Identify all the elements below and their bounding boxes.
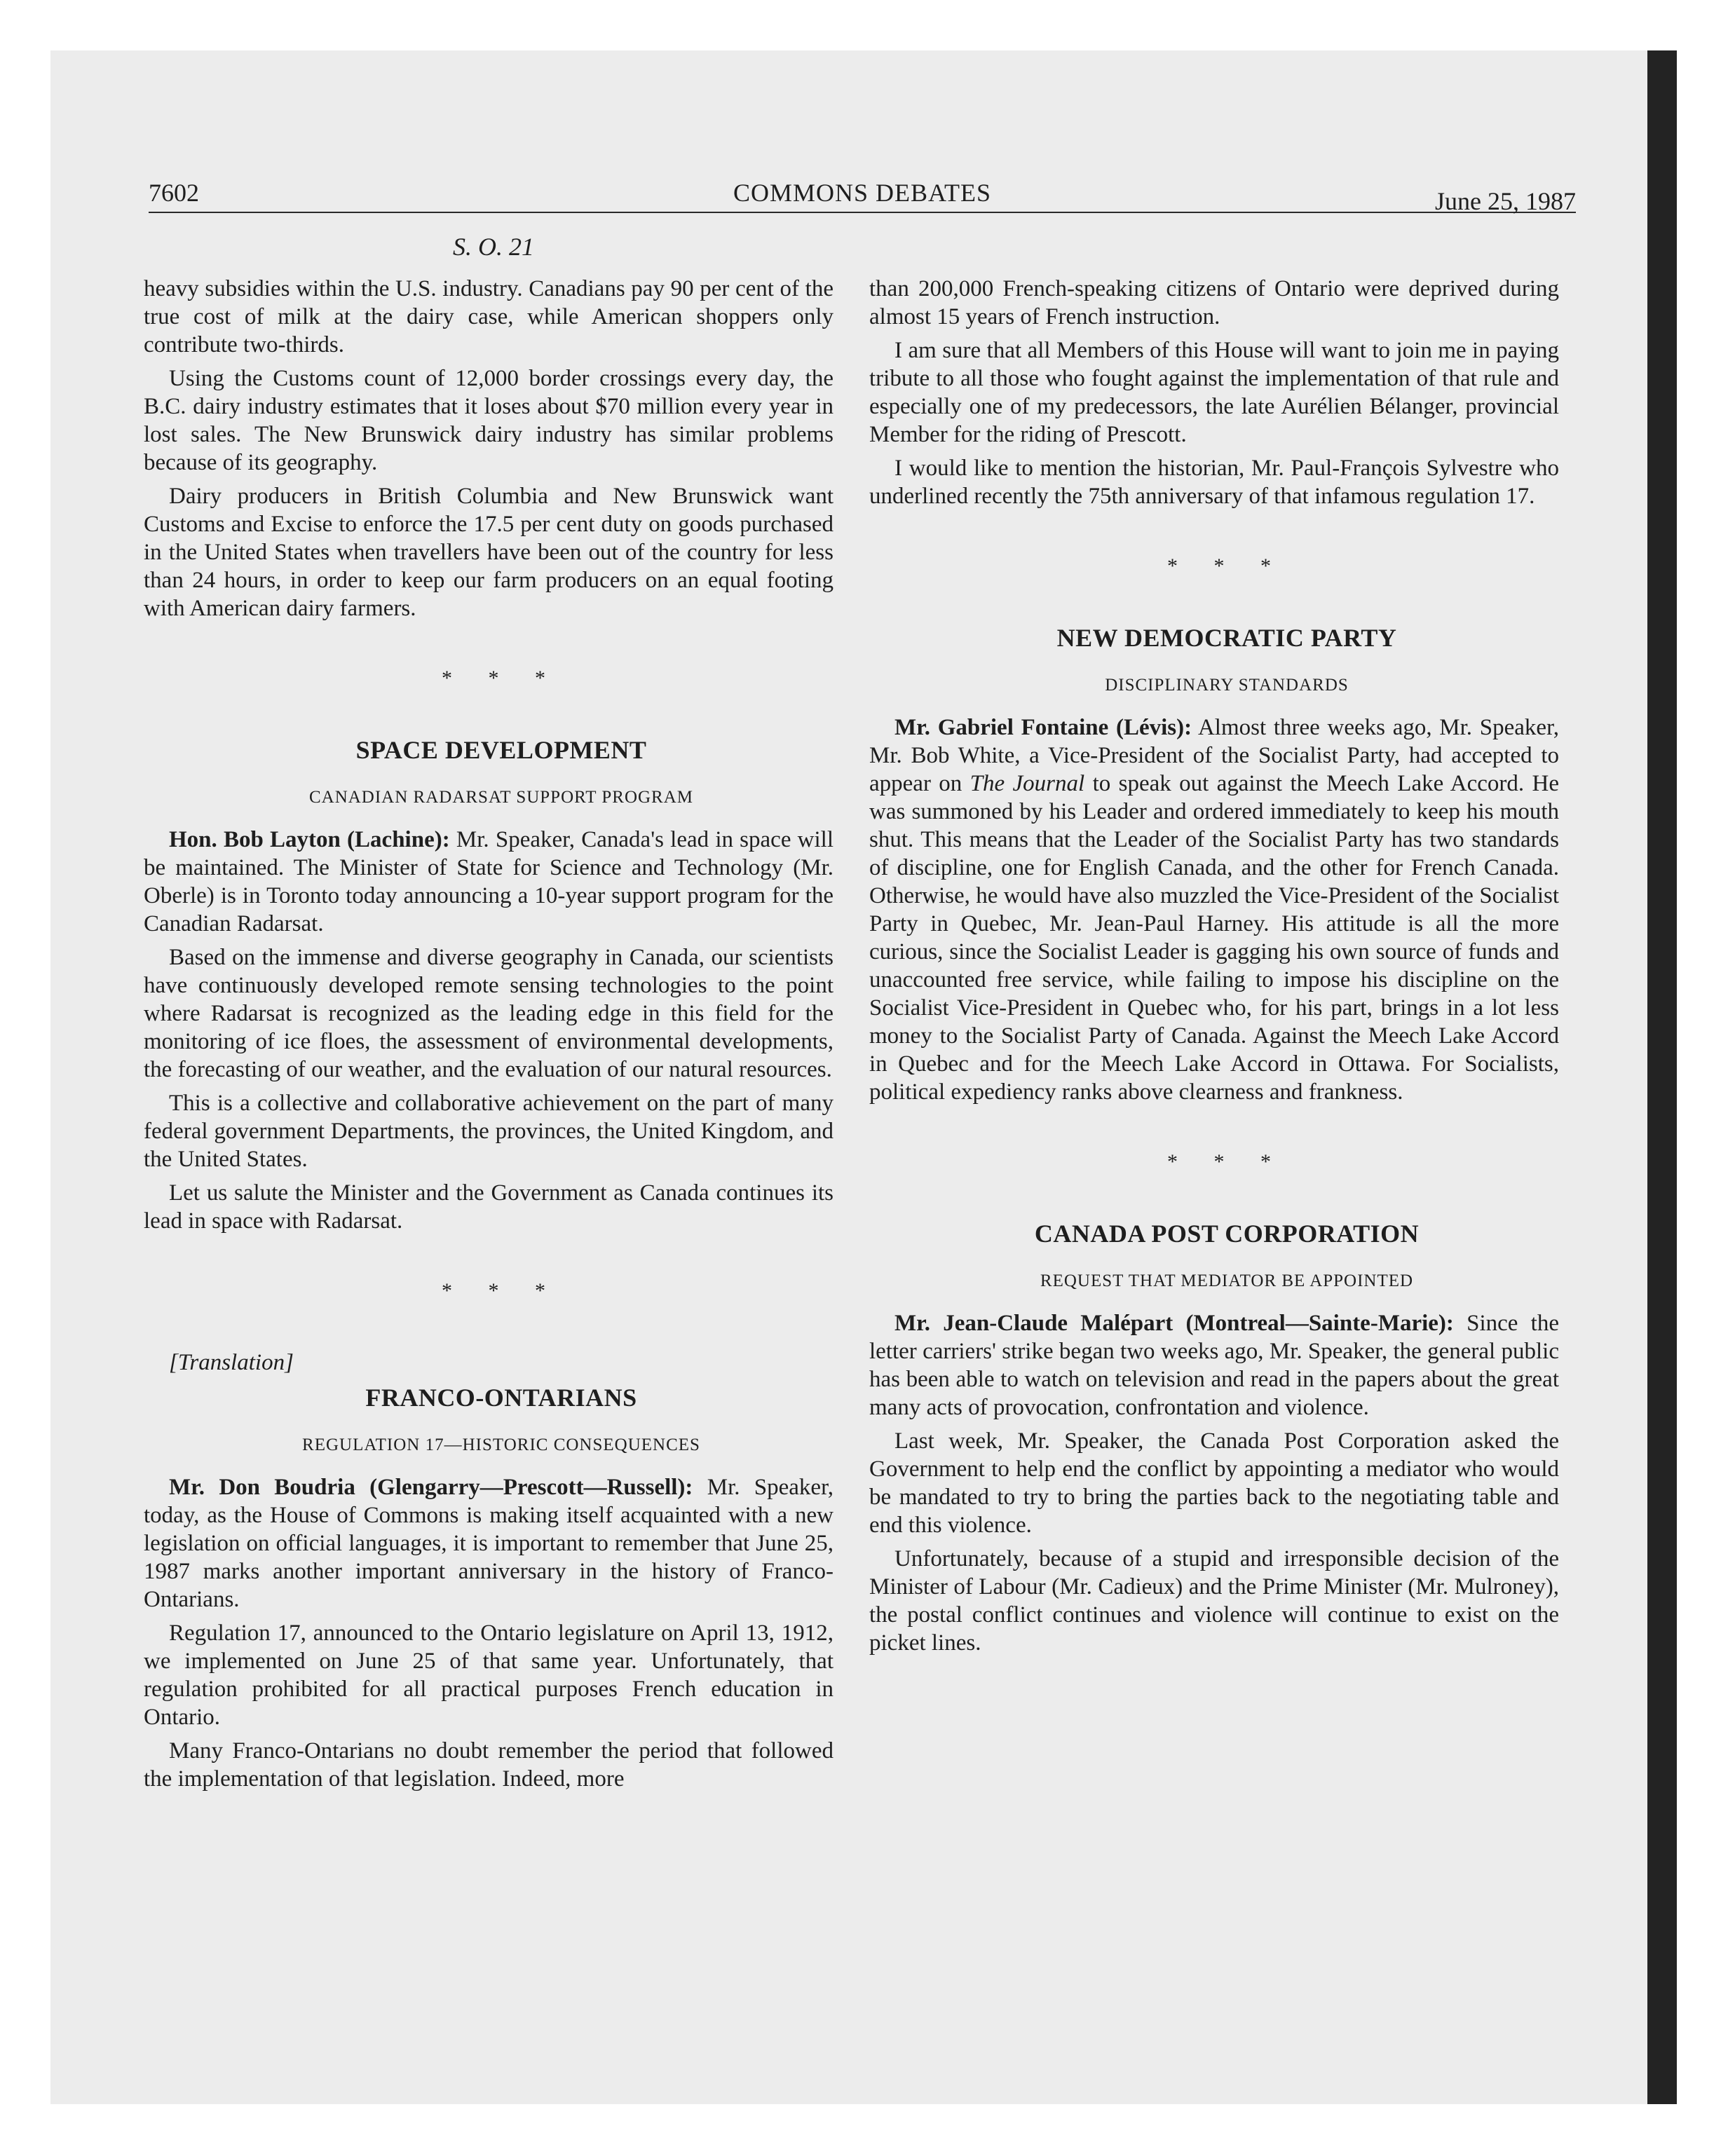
paragraph: than 200,000 French-speaking citizens of Ontario were deprived during almost 15 years of French instruction. xyxy=(869,276,1559,329)
section-subheading: DISCIPLINARY STANDARDS xyxy=(1105,676,1349,695)
speaker-name: Mr. Gabriel Fontaine (Lévis): xyxy=(894,715,1192,740)
paragraph: Regulation 17, announced to the Ontario legislature on April 13, 1912, we implemented on June 25 of that same year. Unfortunately, that regulation prohibited for all practical purposes French education in Ontario. xyxy=(144,1621,834,1730)
speaker-name: Mr. Don Boudria (Glengarry—Prescott—Russell): xyxy=(169,1475,693,1500)
section-subheading: REQUEST THAT MEDIATOR BE APPOINTED xyxy=(1040,1271,1414,1290)
standing-order-label: S. O. 21 xyxy=(453,233,534,261)
paragraph: Unfortunately, because of a stupid and irresponsible decision of the Minister of Labour (Mr. Cadieux) and the Prime Minister (Mr. Mulroney), the postal conflict continues and violence will continue to exist on the picket lines. xyxy=(869,1546,1559,1656)
paragraph: Based on the immense and diverse geography in Canada, our scientists have continuously developed remote sensing technologies to the point where Radarsat is recognized as the leading edge in this field for the monitoring of ice floes, the assessment of environmental developments, the forecasting of our weather, and the evaluation of our natural resources. xyxy=(144,945,834,1082)
paragraph: Mr. Jean-Claude Malépart (Montreal—Sainte-Marie): Since the letter carriers' strike began two weeks ago, Mr. Speaker, the general public has been able to watch on television and read in the papers about the great many acts of provocation, confrontation and violence. xyxy=(869,1311,1559,1420)
paragraph: Hon. Bob Layton (Lachine): Mr. Speaker, Canada's lead in space will be maintained. The Minister of State for Science and Technology (Mr. Oberle) is in Toronto today announcing a 10-year support program for the Canadian Radarsat. xyxy=(144,827,834,936)
section-heading: SPACE DEVELOPMENT xyxy=(355,736,647,764)
paragraph: Mr. Gabriel Fontaine (Lévis): Almost three weeks ago, Mr. Speaker, Mr. Bob White, a Vice-President of the Socialist Party, had accepted to appear on The Journal to speak out against the Meech Lake Accord. He was summoned by his Leader and ordered immediately to keep his mouth shut. This means that the Leader of the Socialist Party has two standards of discipline, one for English Canada, and the other for French Canada. Otherwise, he would have also muzzled the Vice-President of the Socialist Party in Quebec, Mr. Jean-Paul Harney. His attitude is all the more curious, since the Socialist Leader is gagging his own source of funds and unaccounted free service, while failing to impose his discipline on the Socialist Vice-President in Quebec who, for his part, brings in a lot less money to the Socialist Party of Canada. Against the Meech Lake Accord in Quebec and for the Meech Lake Accord in Ottawa. For Socialists, political expediency ranks above clearness and frankness. xyxy=(869,715,1559,1105)
paragraph: Last week, Mr. Speaker, the Canada Post Corporation asked the Government to help end the conflict by appointing a mediator who would be mandated to try to bring the parties back to the negotiating table and end this violence. xyxy=(869,1428,1559,1538)
section-heading: FRANCO-ONTARIANS xyxy=(365,1384,637,1412)
section-separator: * * * xyxy=(1167,1150,1286,1173)
section-subheading: CANADIAN RADARSAT SUPPORT PROGRAM xyxy=(308,788,694,807)
left-column xyxy=(144,275,834,1799)
translation-note: [Translation] xyxy=(169,1350,294,1375)
section-subheading: REGULATION 17—HISTORIC CONSEQUENCES xyxy=(302,1435,700,1454)
section-separator: * * * xyxy=(1167,554,1286,578)
paragraph: Mr. Don Boudria (Glengarry—Prescott—Russell): Mr. Speaker, today, as the House of Commons is making itself acquainted with a new legislation on official languages, it is important to remember that June 25, 1987 marks another important anniversary in the history of Franco-Ontarians. xyxy=(144,1475,834,1612)
section-heading: CANADA POST CORPORATION xyxy=(1034,1220,1420,1248)
page-header xyxy=(149,177,1576,213)
paragraph: This is a collective and collaborative achievement on the part of many federal government Departments, the provinces, the United Kingdom, and the United States. xyxy=(144,1091,834,1172)
paragraph: Let us salute the Minister and the Government as Canada continues its lead in space with Radarsat. xyxy=(144,1180,834,1234)
section-heading: NEW DEMOCRATIC PARTY xyxy=(1056,624,1397,652)
paragraph: Many Franco-Ontarians no doubt remember the period that followed the implementation of that legislation. Indeed, more xyxy=(144,1738,834,1792)
paragraph: I would like to mention the historian, Mr. Paul-François Sylvestre who underlined recently the 75th anniversary of that infamous regulation 17. xyxy=(869,456,1559,509)
paragraph: Dairy producers in British Columbia and New Brunswick want Customs and Excise to enforce the 17.5 per cent duty on goods purchased in the United States when travellers have been out of the country for less than 24 hours, in order to keep our farm producers on an equal footing with American dairy farmers. xyxy=(144,484,834,621)
right-column xyxy=(869,275,1559,1663)
paragraph: heavy subsidies within the U.S. industry. Canadians pay 90 per cent of the true cost of milk at the dairy case, while American shoppers only contribute two-thirds. xyxy=(144,276,834,357)
paragraph: I am sure that all Members of this House will want to join me in paying tribute to all those who fought against the implementation of that rule and especially one of my predecessors, the late Aurélien Bélanger, provincial Member for the riding of Prescott. xyxy=(869,338,1559,447)
paragraph: Using the Customs count of 12,000 border crossings every day, the B.C. dairy industry estimates that it loses about $70 million every year in lost sales. The New Brunswick dairy industry has similar problems because of its geography. xyxy=(144,366,834,475)
page-number: 7602 xyxy=(149,179,199,207)
section-separator: * * * xyxy=(442,1279,561,1302)
section-separator: * * * xyxy=(442,667,561,690)
page-date: June 25, 1987 xyxy=(1435,187,1576,215)
scan-edge-shadow xyxy=(1647,50,1677,2104)
speaker-name: Mr. Jean-Claude Malépart (Montreal—Sainte-Marie): xyxy=(894,1311,1454,1336)
speaker-name: Hon. Bob Layton (Lachine): xyxy=(169,827,450,852)
program-title: The Journal xyxy=(969,771,1085,796)
publication-title: COMMONS DEBATES xyxy=(733,179,992,207)
